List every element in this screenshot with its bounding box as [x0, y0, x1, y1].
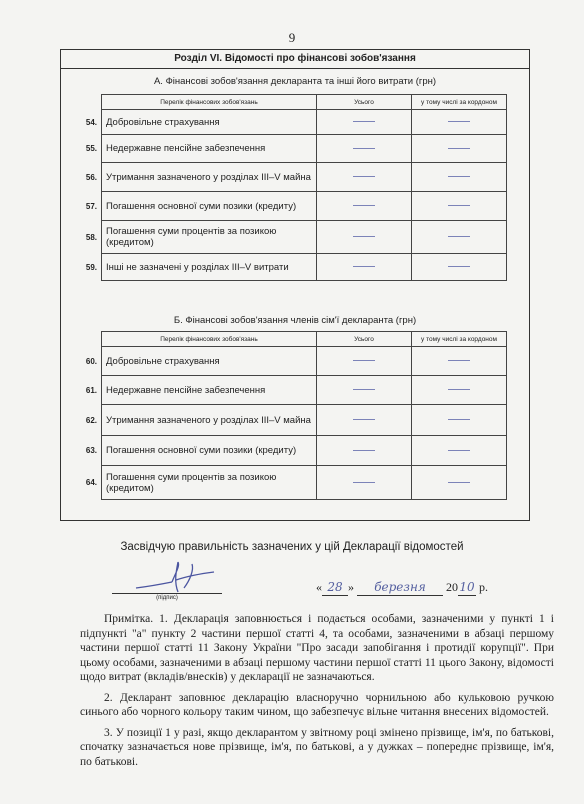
note-3: 3. У позиції 1 у разі, якщо декларантом у звітному році змінено прізвище, ім'я, по батькові, спочатку зазначається нове прізвище, ім'я, по батькові, а у дужках – попереднє прізвище, ім'я, по батькові. [80, 726, 554, 768]
part-a-title: А. Фінансові зобов'язання декларанта та інші його витрати (грн) [153, 76, 437, 87]
abroad-cell[interactable] [412, 405, 507, 436]
part-a-table [83, 94, 507, 281]
date-year-suffix: 10 [459, 580, 475, 594]
abroad-cell[interactable] [412, 135, 507, 163]
total-cell[interactable] [317, 347, 412, 376]
row-number: 63. [85, 446, 97, 455]
column-header: у тому числі за кордоном [412, 332, 507, 347]
total-cell[interactable] [317, 221, 412, 254]
part-b-table [83, 331, 507, 500]
row-number: 61. [85, 385, 97, 395]
row-label: Погашення суми процентів за позикою (кредитом) [102, 221, 317, 254]
dash-mark [448, 482, 470, 483]
row-number: 60. [85, 356, 97, 366]
table-row [83, 376, 507, 405]
note-1: Примітка. 1. Декларація заповнюється і подається особами, зазначеними у пункті 1 і підпункті "а" пункту 2 частини першої статті 4, та особами, зазначеними в абзаці першому частини першої статті 11 Закону України "Про засади запобігання і протидії корупції". При цьому особами, зазначеними в абзаці першому частини першої статті 11 цього Закону, відомості щодо витрат (вкладів/внесків) у декларації не зазначаються. [80, 613, 554, 683]
dash-mark [448, 176, 470, 177]
dash-mark [448, 389, 470, 390]
dash-mark [353, 266, 375, 267]
dash-mark [448, 266, 470, 267]
abroad-cell[interactable] [412, 110, 507, 135]
note-2: 2. Декларант заповнює декларацію власноручно чорнильною або кульковою ручкою синього або чорного кольору таким чином, що забезпечує вільне читання внесених відомостей. [80, 691, 554, 718]
date-day-field[interactable] [322, 580, 348, 596]
table-row [83, 254, 507, 281]
date-open-quote: « [316, 580, 322, 594]
row-number: 56. [85, 172, 97, 182]
abroad-cell[interactable] [412, 347, 507, 376]
dash-mark [448, 236, 470, 237]
date-year-prefix: 20 [446, 580, 458, 594]
row-number: 58. [85, 232, 97, 242]
page-number: 9 [288, 30, 296, 45]
total-cell[interactable] [317, 405, 412, 436]
row-label: Утримання зазначеного у розділах III–V майна [102, 405, 317, 436]
signature-drawing [132, 558, 222, 598]
dash-mark [448, 419, 470, 420]
total-cell[interactable] [317, 110, 412, 135]
dash-mark [353, 148, 375, 149]
dash-mark [353, 176, 375, 177]
table-header-row [83, 95, 507, 110]
total-cell[interactable] [317, 436, 412, 466]
column-header: Усього [317, 332, 412, 347]
date-close-quote: » [348, 580, 354, 594]
signature-date [316, 580, 488, 596]
certification-statement: Засвідчую правильність зазначених у цій Декларації відомостей [120, 541, 464, 553]
date-month-field[interactable] [357, 580, 443, 596]
dash-mark [353, 121, 375, 122]
column-header: у тому числі за кордоном [412, 95, 507, 110]
row-number: 57. [85, 201, 97, 211]
dash-mark [353, 389, 375, 390]
total-cell[interactable] [317, 163, 412, 192]
abroad-cell[interactable] [412, 192, 507, 221]
dash-mark [448, 121, 470, 122]
row-number: 55. [85, 144, 97, 153]
row-label: Погашення основної суми позики (кредиту) [102, 436, 317, 466]
row-number: 62. [85, 415, 97, 425]
total-cell[interactable] [317, 376, 412, 405]
total-cell[interactable] [317, 466, 412, 500]
row-label: Інші не зазначені у розділах III–V витрати [102, 254, 317, 281]
total-cell[interactable] [317, 192, 412, 221]
date-suffix: р. [479, 580, 488, 594]
row-number: 64. [85, 478, 97, 487]
column-header: Перелік фінансових зобов'язань [102, 332, 317, 347]
date-year-field[interactable] [458, 580, 476, 596]
abroad-cell[interactable] [412, 254, 507, 281]
dash-mark [448, 360, 470, 361]
table-row [83, 221, 507, 254]
abroad-cell[interactable] [412, 163, 507, 192]
table-row [83, 405, 507, 436]
table-header-row [83, 332, 507, 347]
signature-caption: (підпис) [156, 595, 178, 601]
abroad-cell[interactable] [412, 466, 507, 500]
column-header: Усього [317, 95, 412, 110]
row-label: Недержавне пенсійне забезпечення [102, 376, 317, 405]
row-label: Погашення основної суми позики (кредиту) [102, 192, 317, 221]
row-label: Недержавне пенсійне забезпечення [102, 135, 317, 163]
total-cell[interactable] [317, 135, 412, 163]
dash-mark [353, 205, 375, 206]
notes-section [80, 612, 554, 775]
abroad-cell[interactable] [412, 376, 507, 405]
table-row [83, 135, 507, 163]
row-label: Добровільне страхування [102, 110, 317, 135]
dash-mark [353, 482, 375, 483]
table-row [83, 436, 507, 466]
dash-mark [448, 205, 470, 206]
table-row [83, 110, 507, 135]
row-label: Утримання зазначеного у розділах III–V майна [102, 163, 317, 192]
row-label: Добровільне страхування [102, 347, 317, 376]
row-number: 59. [85, 262, 97, 272]
date-day: 28 [327, 580, 343, 594]
table-row [83, 347, 507, 376]
row-label: Погашення суми процентів за позикою (кредитом) [102, 466, 317, 500]
row-number: 54. [85, 117, 97, 127]
part-b-title: Б. Фінансові зобов'язання членів сім'ї декларанта (грн) [173, 315, 417, 326]
dash-mark [353, 450, 375, 451]
signature-line [112, 593, 222, 594]
abroad-cell[interactable] [412, 221, 507, 254]
table-row [83, 163, 507, 192]
dash-mark [353, 236, 375, 237]
date-month: березня [374, 580, 426, 594]
column-header: Перелік фінансових зобов'язань [102, 95, 317, 110]
abroad-cell[interactable] [412, 436, 507, 466]
dash-mark [353, 419, 375, 420]
section-vi-financial-obligations [60, 49, 530, 521]
dash-mark [353, 360, 375, 361]
table-row [83, 466, 507, 500]
table-row [83, 192, 507, 221]
total-cell[interactable] [317, 254, 412, 281]
section-title: Розділ VI. Відомості про фінансові зобов'язання [61, 50, 529, 69]
dash-mark [448, 148, 470, 149]
dash-mark [448, 450, 470, 451]
